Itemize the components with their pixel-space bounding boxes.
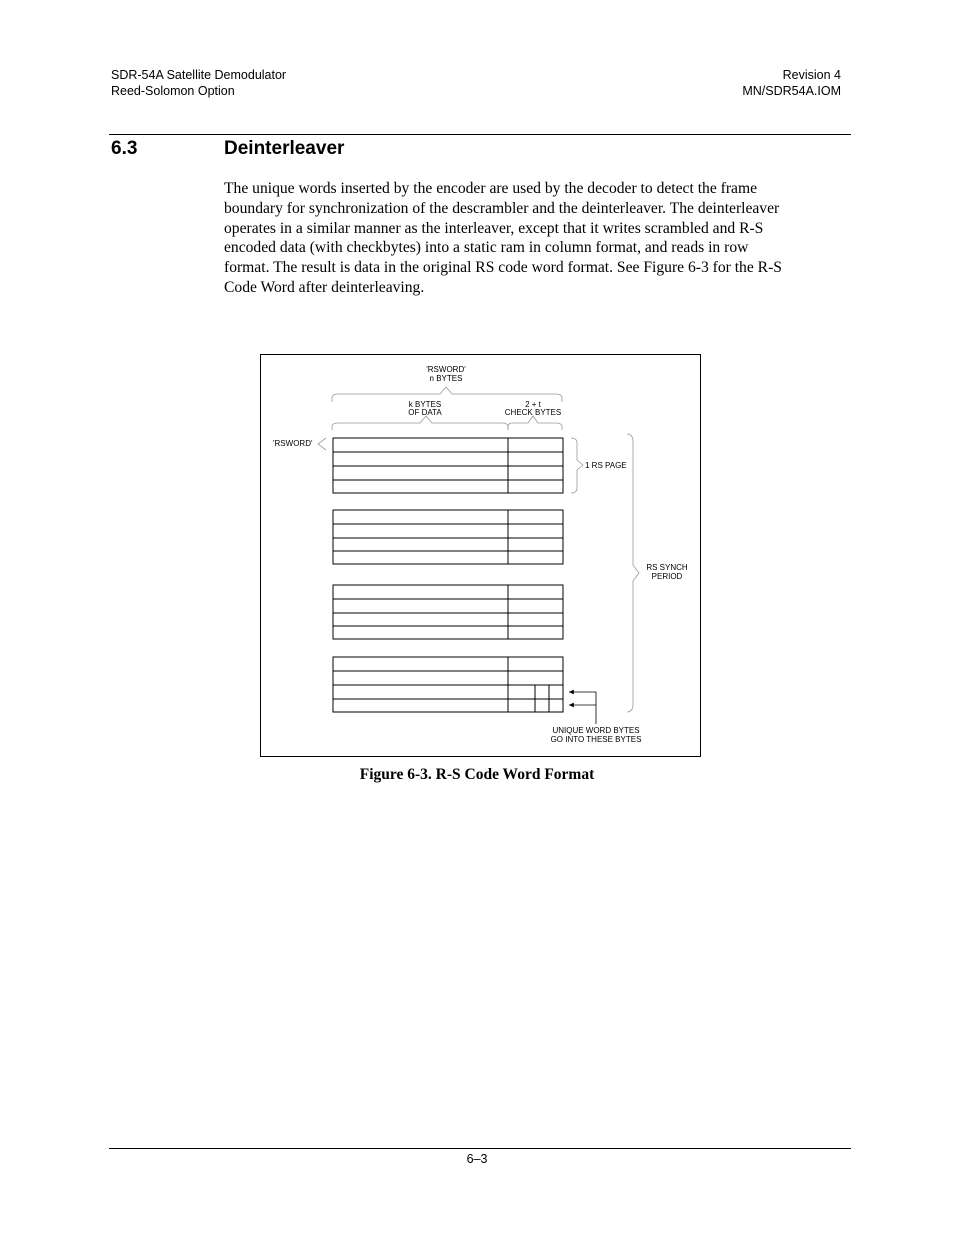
unique-word-target-label: GO INTO THESE BYTES bbox=[550, 735, 642, 744]
rsword-top-label: 'RSWORD' bbox=[426, 365, 466, 374]
figure-diagram bbox=[260, 354, 701, 757]
footer-rule bbox=[109, 1148, 851, 1149]
figure-caption: Figure 6-3. R-S Code Word Format bbox=[359, 766, 595, 783]
page-number: 6–3 bbox=[466, 1152, 488, 1166]
rs-code-word-figure bbox=[260, 354, 701, 757]
rs-synch-label: RS SYNCH bbox=[646, 563, 688, 572]
body-line: boundary for synchronization of the descrambler and the deinterleaver. The deinterleaver bbox=[224, 199, 780, 217]
check-count-label: 2 + t bbox=[525, 400, 541, 409]
section-body bbox=[224, 179, 848, 298]
header-option: Reed-Solomon Option bbox=[111, 84, 235, 98]
body-line: Code Word after deinterleaving. bbox=[224, 278, 425, 296]
header-right bbox=[742, 67, 841, 99]
header-product: SDR-54A Satellite Demodulator bbox=[111, 68, 287, 82]
period-label: PERIOD bbox=[651, 572, 683, 581]
body-line: encoded data (with checkbytes) into a static ram in column format, and reads in row bbox=[224, 239, 749, 257]
rs-page-block-1 bbox=[333, 438, 563, 493]
body-line: operates in a similar manner as the interleaver, except that it writes scrambled and R-S bbox=[224, 219, 764, 237]
rs-synch-brace bbox=[627, 434, 639, 712]
rsword-pointer bbox=[318, 438, 326, 450]
rs-page-block-2 bbox=[333, 510, 563, 564]
k-bytes-brace bbox=[332, 416, 508, 430]
header-rule bbox=[109, 134, 851, 135]
section-number: 6.3 bbox=[111, 138, 138, 159]
header-doc-number: MN/SDR54A.IOM bbox=[742, 84, 841, 98]
figure-frame bbox=[261, 355, 701, 757]
header-revision: Revision 4 bbox=[782, 68, 841, 82]
body-line: format. The result is data in the original RS code word format. See Figure 6-3 for the R-S bbox=[224, 259, 782, 277]
check-bytes-label: CHECK BYTES bbox=[504, 408, 562, 417]
of-data-label: OF DATA bbox=[408, 408, 442, 417]
k-bytes-label: k BYTES bbox=[408, 400, 442, 409]
rsword-left-label: 'RSWORD' bbox=[273, 439, 313, 448]
body-line: The unique words inserted by the encoder are used by the decoder to detect the frame bbox=[224, 180, 758, 197]
unique-word-arrow-upper bbox=[569, 692, 596, 724]
header-left bbox=[111, 67, 286, 99]
section-title: Deinterleaver bbox=[224, 138, 345, 159]
n-bytes-label: n BYTES bbox=[429, 374, 463, 383]
unique-word-label: UNIQUE WORD BYTES bbox=[552, 726, 640, 735]
rs-page-label: 1 RS PAGE bbox=[585, 461, 627, 470]
check-bytes-brace bbox=[508, 416, 562, 430]
rs-page-brace bbox=[571, 438, 583, 493]
rs-page-block-3 bbox=[333, 585, 563, 639]
rs-page-block-4 bbox=[333, 657, 563, 712]
